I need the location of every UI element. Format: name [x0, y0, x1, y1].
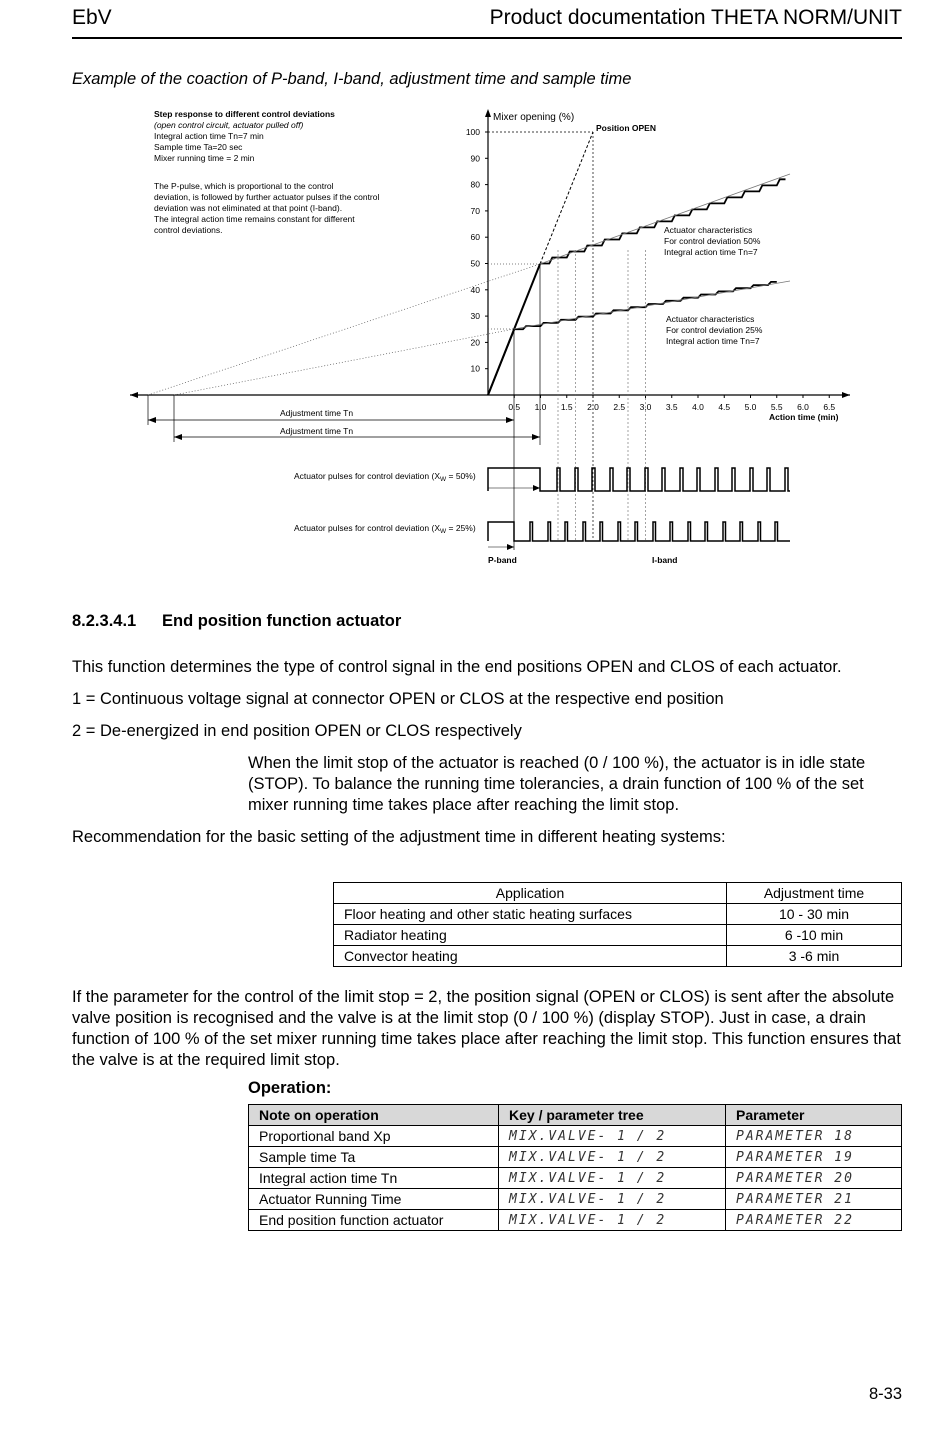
operation-title: Operation: [248, 1079, 332, 1097]
pulse50-pband-arrowhead [533, 485, 540, 491]
section-heading [72, 612, 401, 631]
x-tick-label: 3.0 [639, 402, 652, 412]
lcd-parameter-cell: PARAMETER 20 [726, 1168, 902, 1189]
figure-desc-line: control deviations. [154, 225, 223, 235]
char25-label: For control deviation 25% [666, 325, 763, 335]
x-axis-title: Action time (min) [769, 412, 839, 422]
table-cell: 6 -10 min [727, 925, 902, 946]
char25-label: Integral action time Tn=7 [666, 336, 760, 346]
x-tick-label: 3.5 [665, 402, 678, 412]
header-left: EbV [72, 6, 112, 29]
y-tick-label: 90 [470, 153, 480, 164]
y-tick-label: 50 [470, 258, 480, 269]
lcd-key-cell: MIX.VALVE- 1 / 2 [499, 1168, 726, 1189]
x-tick-label: 1.0 [534, 402, 547, 412]
table-row [249, 1168, 902, 1189]
lcd-parameter-cell: PARAMETER 22 [726, 1210, 902, 1231]
table-header-cell: Parameter [726, 1105, 902, 1126]
lcd-parameter-cell: PARAMETER 18 [726, 1126, 902, 1147]
adj2-arrow-right [532, 434, 540, 440]
position-open-label: Position OPEN [596, 123, 656, 133]
x-tick-label: 5.0 [744, 402, 757, 412]
lcd-key-cell: MIX.VALVE- 1 / 2 [499, 1189, 726, 1210]
x-tick-label: 6.5 [823, 402, 836, 412]
table-cell: Floor heating and other static heating surfaces [334, 904, 727, 925]
table-row [334, 946, 902, 967]
header-right: Product documentation THETA NORM/UNIT [489, 6, 902, 29]
y-tick-label: 60 [470, 232, 480, 243]
y-axis-arrow [485, 109, 491, 117]
table-cell: Integral action time Tn [249, 1168, 499, 1189]
table-row [334, 925, 902, 946]
extrapolation-line-50 [148, 264, 540, 395]
figure-desc-line: The integral action time remains constant for different [154, 214, 355, 224]
x-tick-label: 6.0 [797, 402, 809, 412]
y-tick-label: 20 [470, 337, 480, 348]
figure-desc-line: deviation was not eliminated at that point (I-band). [154, 203, 343, 213]
operation-table [248, 1104, 902, 1231]
table-header-cell: Application [334, 883, 727, 904]
y-tick-label: 40 [470, 284, 480, 295]
paragraph-indented: When the limit stop of the actuator is reached (0 / 100 %), the actuator is in idle state (STOP). To balance the running time tolerancies, a drain function of 100 % of the set mixer running time takes place after reaching the limit stop. [248, 754, 866, 814]
figure-info-line: Mixer running time = 2 min [154, 153, 255, 163]
y-tick-labels [466, 127, 488, 374]
x-tick-label: 1.5 [560, 402, 573, 412]
x-tick-label: 2.0 [587, 402, 599, 412]
pulse-train-25 [488, 522, 790, 541]
p-band-label: P-band [488, 555, 517, 565]
table-cell: 10 - 30 min [727, 904, 902, 925]
x-tick-label: 4.0 [692, 402, 704, 412]
table-header-cell: Key / parameter tree [499, 1105, 726, 1126]
char50-label: For control deviation 50% [664, 236, 761, 246]
table-cell: Radiator heating [334, 925, 727, 946]
figure-info-line: Sample time Ta=20 sec [154, 142, 243, 152]
paragraph: This function determines the type of control signal in the end positions OPEN and CLOS of each actuator. [72, 658, 842, 676]
char25-label: Actuator characteristics [666, 314, 755, 324]
table-row [334, 904, 902, 925]
lcd-parameter-cell: PARAMETER 19 [726, 1147, 902, 1168]
pulses25-label: Actuator pulses for control deviation $(X_W = 25\%)$ [294, 523, 476, 535]
figure-desc-line: deviation, is followed by further actuator pulses if the control [154, 192, 380, 202]
section-number: 8.2.3.4.1 [72, 612, 137, 630]
table-header-cell: Adjustment time [727, 883, 902, 904]
figure-info-title: Step response to different control deviations [154, 109, 335, 119]
table-cell: End position function actuator [249, 1210, 499, 1231]
paragraph: Recommendation for the basic setting of the adjustment time in different heating systems: [72, 828, 726, 846]
lcd-key-cell: MIX.VALVE- 1 / 2 [499, 1147, 726, 1168]
table-row [249, 1147, 902, 1168]
x-axis-left-arrow [130, 392, 138, 398]
table-row [249, 1189, 902, 1210]
i-band-label: I-band [652, 555, 678, 565]
step-response-figure [0, 100, 950, 580]
lcd-parameter-cell: PARAMETER 21 [726, 1189, 902, 1210]
x-tick-label: 5.5 [770, 402, 783, 412]
adj2-label: Adjustment time Tn [280, 426, 354, 436]
pulse25-pband-arrowhead [507, 544, 514, 550]
y-axis-title: Mixer opening (%) [493, 112, 575, 123]
mixer-running-dashed-line [540, 132, 593, 264]
adj1-arrow-right [506, 417, 514, 423]
y-tick-label: 80 [470, 179, 480, 190]
adj1-arrow-left [148, 417, 156, 423]
y-tick-label: 100 [465, 127, 480, 137]
extrapolation-line-25 [174, 329, 514, 395]
y-tick-label: 10 [470, 363, 480, 374]
adj2-arrow-left [174, 434, 182, 440]
section-title: End position function actuator [162, 612, 402, 630]
figure-caption: Example of the coaction of P-band, I-band, adjustment time and sample time [72, 70, 632, 88]
header-rule [72, 37, 902, 39]
paragraph: 2 = De-energized in end position OPEN or CLOS respectively [72, 722, 522, 740]
char50-label: Integral action time Tn=7 [664, 247, 758, 257]
figure-info-line: Integral action time Tn=7 min [154, 131, 264, 141]
table-header-cell: Note on operation [249, 1105, 499, 1126]
table-row [249, 1126, 902, 1147]
y-tick-label: 70 [470, 205, 480, 216]
table-cell: Convector heating [334, 946, 727, 967]
char50-label: Actuator characteristics [664, 225, 753, 235]
table-cell: 3 -6 min [727, 946, 902, 967]
paragraph: 1 = Continuous voltage signal at connector OPEN or CLOS at the respective end position [72, 690, 724, 708]
pulses50-label: Actuator pulses for control deviation $(X_W = 50\%)$ [294, 471, 476, 483]
adj1-label: Adjustment time Tn [280, 408, 354, 418]
lcd-key-cell: MIX.VALVE- 1 / 2 [499, 1126, 726, 1147]
x-tick-label: 4.5 [718, 402, 731, 412]
paragraph: If the parameter for the control of the limit stop = 2, the position signal (OPEN or CLOS) is sent after the absolute valve position is recognised and the valve is at the limit stop (0 / 100 %) (display STOP). Just in case, a drain function of 100 % of the set mixer running time takes place after reaching the limit stop. This function ensures that the valve is at the required limit stop. [72, 988, 901, 1069]
x-tick-labels [508, 395, 835, 412]
table-row [249, 1210, 902, 1231]
figure-info-line: (open control circuit, actuator pulled off) [154, 120, 304, 130]
table-cell: Proportional band Xp [249, 1126, 499, 1147]
page-number: 8-33 [868, 1385, 902, 1403]
x-axis-right-arrow [842, 392, 850, 398]
x-tick-label: 0.5 [508, 402, 521, 412]
table-header-row [334, 883, 902, 904]
lcd-key-cell: MIX.VALVE- 1 / 2 [499, 1210, 726, 1231]
table-cell: Sample time Ta [249, 1147, 499, 1168]
figure-desc-line: The P-pulse, which is proportional to the control [154, 181, 334, 191]
table-header-row [249, 1105, 902, 1126]
adjustment-time-table [333, 882, 902, 967]
table-cell: Actuator Running Time [249, 1189, 499, 1210]
y-tick-label: 30 [470, 311, 480, 322]
x-tick-label: 2.5 [613, 402, 626, 412]
